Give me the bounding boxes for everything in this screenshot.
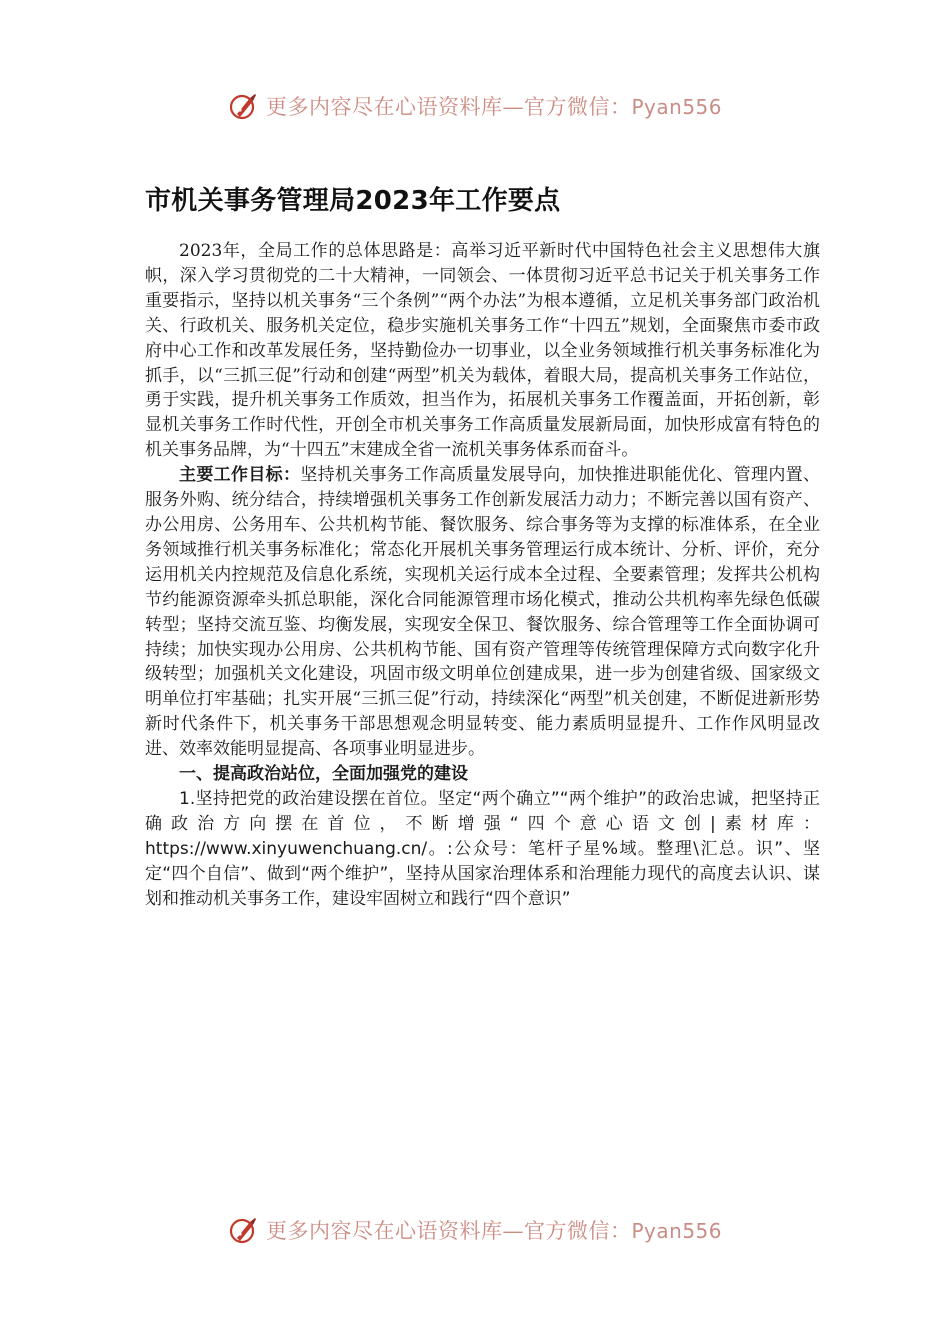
pen-nib-logo-icon	[228, 90, 260, 122]
paragraph-item-1: 1.坚持把党的政治建设摆在首位。坚定“两个确立”“两个维护”的政治忠诚，把坚持正确政治方向摆在首位，不断增强“四个意心语文创|素材库：https://www.xinyuwenchuang.cn/。:公众号：笔杆子星%域。整理\汇总。识”、坚定“四个自信”、做到“两个维护”，坚持从国家治理体系和治理能力现代的高度去认识、谋划和推动机关事务工作，建设牢固树立和践行“四个意识”	[145, 789, 820, 909]
document-body	[145, 170, 820, 912]
document-title: 市机关事务管理局2023年工作要点	[145, 186, 561, 216]
paragraph-goals	[145, 463, 820, 762]
paragraph-overview: 2023年，全局工作的总体思路是：高举习近平新时代中国特色社会主义思想伟大旗帜，深入学习贯彻党的二十大精神，一同领会、一体贯彻习近平总书记关于机关事务工作重要指示，坚持以机关事务“三个条例”“两个办法”为根本遵循，立足机关事务部门政治机关、行政机关、服务机关定位，稳步实施机关事务工作“十四五”规划，全面聚焦市委市政府中心工作和改革发展任务，坚持勤俭办一切事业，以全业务领域推行机关事务标准化为抓手，以“三抓三促”行动和创建“两型”机关为载体，着眼大局，提高机关事务工作站位，勇于实践，提升机关事务工作质效，担当作为，拓展机关事务工作覆盖面，开拓创新，彰显机关事务工作时代性，开创全市机关事务工作高质量发展新局面，加快形成富有特色的机关事务品牌，为“十四五”末建成全省一流机关事务体系而奋斗。	[145, 241, 820, 461]
header-banner	[0, 84, 950, 128]
banner-text: 更多内容尽在心语资料库—官方微信：Pyan556	[265, 1219, 722, 1243]
banner-text: 更多内容尽在心语资料库—官方微信：Pyan556	[265, 95, 722, 119]
goals-label: 主要工作目标：	[179, 465, 301, 486]
goals-body: 坚持机关事务工作高质量发展导向，加快推进职能优化、管理内置、服务外购、统分结合，持续增强机关事务工作创新发展活力动力；不断完善以国有资产、办公用房、公务用车、公共机构节能、餐饮服务、综合事务等为支撑的标准体系，在全业务领域推行机关事务标准化；常态化开展机关事务管理运行成本统计、分析、评价，充分运用机关内控规范及信息化系统，实现机关运行成本全过程、全要素管理；发挥共公机构节约能源资源牵头抓总职能，深化合同能源管理市场化模式，推动公共机构率先绿色低碳转型；坚持交流互鉴、均衡发展，实现安全保卫、餐饮服务、综合管理等工作全面协调可持续；加快实现办公用房、公共机构节能、国有资产管理等传统管理保障方式向数字化升级转型；加强机关文化建设，巩固市级文明单位创建成果，进一步为创建省级、国家级文明单位打牢基础；扎实开展“三抓三促”行动，持续深化“两型”机关创建，不断促进新形势新时代条件下，机关事务干部思想观念明显转变、能力素质明显提升、工作作风明显改进、效率效能明显提高、各项事业明显进步。	[145, 465, 821, 760]
footer-banner	[0, 1208, 950, 1252]
pen-nib-logo-icon	[228, 1214, 260, 1246]
section-heading-1: 一、提高政治站位，全面加强党的建设	[179, 764, 468, 785]
